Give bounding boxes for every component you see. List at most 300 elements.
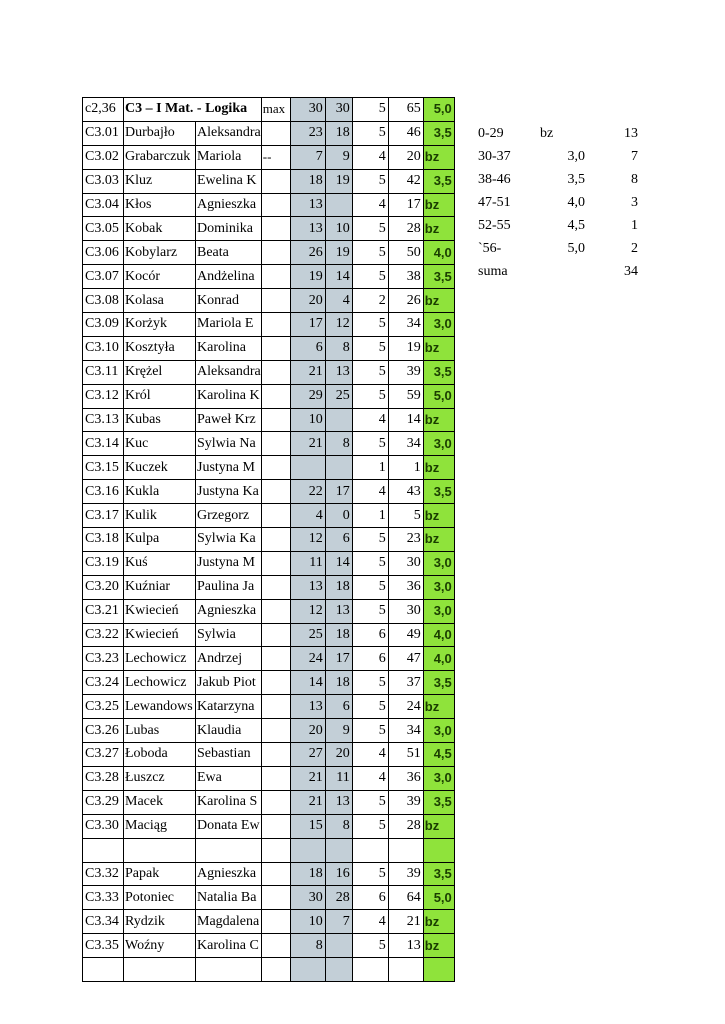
student-first-name-cell: Karolina <box>196 336 262 360</box>
student-code-cell <box>83 838 124 862</box>
student-surname-cell: Kłos <box>124 193 196 217</box>
student-extra-cell <box>261 934 290 958</box>
student-code-cell: C3.35 <box>83 934 124 958</box>
score-2-cell <box>325 193 352 217</box>
table-row <box>83 408 455 432</box>
summary-range: 30-37 <box>478 149 511 164</box>
grade-cell: bz <box>423 814 454 838</box>
score-total-cell: 14 <box>388 408 423 432</box>
student-surname-cell: Kulik <box>124 504 196 528</box>
score-1-cell: 4 <box>290 504 325 528</box>
student-code-cell: C3.12 <box>83 384 124 408</box>
student-first-name-cell: Beata <box>196 241 262 265</box>
student-first-name-cell: Paulina Ja <box>196 575 262 599</box>
summary-range: 47-51 <box>478 195 511 210</box>
table-row <box>83 551 455 575</box>
score-total-cell: 51 <box>388 743 423 767</box>
student-extra-cell <box>261 551 290 575</box>
score-3-cell: 4 <box>352 408 388 432</box>
student-extra-cell <box>261 336 290 360</box>
grade-cell: 3,0 <box>423 719 454 743</box>
student-code-cell: C3.23 <box>83 647 124 671</box>
table-row <box>83 289 455 313</box>
score-3-cell: 5 <box>352 241 388 265</box>
score-3-cell: 5 <box>352 528 388 552</box>
student-first-name-cell: Mariola <box>196 145 262 169</box>
score-2-cell: 13 <box>325 599 352 623</box>
student-surname-cell: Lechowicz <box>124 647 196 671</box>
student-first-name-cell: Jakub Piot <box>196 671 262 695</box>
student-extra-cell <box>261 289 290 313</box>
score-2-cell: 13 <box>325 360 352 384</box>
score-2-cell: 18 <box>325 575 352 599</box>
score-1-cell: 29 <box>290 384 325 408</box>
table-row <box>83 910 455 934</box>
score-1-cell: 15 <box>290 814 325 838</box>
student-first-name-cell: Mariola E <box>196 313 262 337</box>
grade-cell: bz <box>423 217 454 241</box>
student-surname-cell: Łoboda <box>124 743 196 767</box>
student-code-cell: C3.30 <box>83 814 124 838</box>
score-1-cell: 12 <box>290 528 325 552</box>
score-3-cell: 4 <box>352 193 388 217</box>
score-3-cell: 4 <box>352 766 388 790</box>
grade-cell: 3,5 <box>423 121 454 145</box>
score-total-cell: 30 <box>388 599 423 623</box>
score-2-cell: 4 <box>325 289 352 313</box>
header-max-col3: 5 <box>352 98 388 122</box>
table-row <box>83 766 455 790</box>
summary-range: suma <box>478 264 508 279</box>
grade-cell <box>423 958 454 982</box>
student-code-cell: C3.28 <box>83 766 124 790</box>
score-1-cell: 14 <box>290 671 325 695</box>
score-3-cell: 5 <box>352 265 388 289</box>
score-total-cell: 24 <box>388 695 423 719</box>
student-surname-cell: Korżyk <box>124 313 196 337</box>
grade-cell: 4,5 <box>423 743 454 767</box>
student-first-name-cell: Dominika <box>196 217 262 241</box>
student-extra-cell <box>261 695 290 719</box>
student-code-cell: C3.10 <box>83 336 124 360</box>
student-extra-cell <box>261 169 290 193</box>
score-1-cell: 8 <box>290 934 325 958</box>
student-first-name-cell: Sebastian <box>196 743 262 767</box>
score-2-cell: 6 <box>325 528 352 552</box>
student-surname-cell: Lubas <box>124 719 196 743</box>
student-code-cell: C3.33 <box>83 886 124 910</box>
score-1-cell: 7 <box>290 145 325 169</box>
grade-cell: bz <box>423 408 454 432</box>
student-code-cell: C3.34 <box>83 910 124 934</box>
score-3-cell: 6 <box>352 886 388 910</box>
student-extra-cell <box>261 599 290 623</box>
score-2-cell: 7 <box>325 910 352 934</box>
summary-count: 8 <box>631 172 638 187</box>
student-first-name-cell: Agnieszka <box>196 599 262 623</box>
student-surname-cell: Kulpa <box>124 528 196 552</box>
score-total-cell: 5 <box>388 504 423 528</box>
grade-cell: 3,0 <box>423 766 454 790</box>
summary-row <box>478 168 638 191</box>
score-total-cell: 34 <box>388 432 423 456</box>
student-surname-cell: Łuszcz <box>124 766 196 790</box>
student-surname-cell: Kubas <box>124 408 196 432</box>
summary-row <box>478 237 638 260</box>
student-extra-cell <box>261 647 290 671</box>
student-surname-cell: Kobylarz <box>124 241 196 265</box>
student-code-cell: C3.20 <box>83 575 124 599</box>
score-total-cell: 42 <box>388 169 423 193</box>
table-row <box>83 743 455 767</box>
score-1-cell: 27 <box>290 743 325 767</box>
student-surname-cell: Kukla <box>124 480 196 504</box>
summary-count: 34 <box>624 264 638 279</box>
score-1-cell: 30 <box>290 886 325 910</box>
score-3-cell: 4 <box>352 480 388 504</box>
table-row <box>83 265 455 289</box>
score-3-cell: 5 <box>352 599 388 623</box>
grade-cell: bz <box>423 456 454 480</box>
score-1-cell: 20 <box>290 719 325 743</box>
student-first-name-cell: Katarzyna <box>196 695 262 719</box>
grade-cell: 3,5 <box>423 671 454 695</box>
student-extra-cell <box>261 838 290 862</box>
score-total-cell: 39 <box>388 862 423 886</box>
score-2-cell: 17 <box>325 647 352 671</box>
student-first-name-cell: Andrzej <box>196 647 262 671</box>
header-max-total: 65 <box>388 98 423 122</box>
table-row <box>83 193 455 217</box>
score-total-cell: 46 <box>388 121 423 145</box>
score-3-cell: 5 <box>352 169 388 193</box>
header-max-col1: 30 <box>290 98 325 122</box>
summary-grade <box>540 260 585 283</box>
student-first-name-cell: Paweł Krz <box>196 408 262 432</box>
grade-cell: 3,0 <box>423 313 454 337</box>
student-first-name-cell: Agnieszka <box>196 193 262 217</box>
score-total-cell <box>388 838 423 862</box>
score-3-cell: 4 <box>352 910 388 934</box>
student-first-name-cell: Sylwia Ka <box>196 528 262 552</box>
student-extra-cell <box>261 766 290 790</box>
student-code-cell: C3.06 <box>83 241 124 265</box>
score-total-cell: 23 <box>388 528 423 552</box>
student-code-cell: C3.01 <box>83 121 124 145</box>
student-surname-cell: Król <box>124 384 196 408</box>
student-first-name-cell: Justyna M <box>196 551 262 575</box>
score-total-cell <box>388 958 423 982</box>
student-first-name-cell: Aleksandra <box>196 121 262 145</box>
score-total-cell: 28 <box>388 814 423 838</box>
score-total-cell: 39 <box>388 360 423 384</box>
table-row <box>83 838 455 862</box>
student-code-cell: C3.21 <box>83 599 124 623</box>
grade-cell: bz <box>423 528 454 552</box>
score-3-cell: 5 <box>352 217 388 241</box>
score-total-cell: 34 <box>388 719 423 743</box>
student-extra-cell <box>261 910 290 934</box>
grade-cell: 5,0 <box>423 886 454 910</box>
student-code-cell: C3.15 <box>83 456 124 480</box>
score-2-cell: 13 <box>325 790 352 814</box>
table-row <box>83 886 455 910</box>
student-first-name-cell: Ewa <box>196 766 262 790</box>
student-extra-cell <box>261 384 290 408</box>
score-2-cell: 14 <box>325 265 352 289</box>
student-code-cell: C3.24 <box>83 671 124 695</box>
grade-cell: bz <box>423 289 454 313</box>
student-extra-cell: -- <box>261 145 290 169</box>
header-title: C3 – I Mat. - Logika <box>124 98 262 122</box>
score-1-cell: 13 <box>290 217 325 241</box>
student-code-cell: C3.11 <box>83 360 124 384</box>
score-2-cell: 8 <box>325 814 352 838</box>
student-surname-cell: Krężel <box>124 360 196 384</box>
score-total-cell: 39 <box>388 790 423 814</box>
score-total-cell: 43 <box>388 480 423 504</box>
summary-range: 0-29 <box>478 126 504 141</box>
student-first-name-cell: Karolina C <box>196 934 262 958</box>
student-code-cell: C3.04 <box>83 193 124 217</box>
student-code-cell: C3.29 <box>83 790 124 814</box>
table-row <box>83 480 455 504</box>
score-3-cell: 5 <box>352 790 388 814</box>
student-extra-cell <box>261 121 290 145</box>
score-2-cell: 0 <box>325 504 352 528</box>
score-2-cell: 18 <box>325 121 352 145</box>
student-extra-cell <box>261 814 290 838</box>
grade-cell: bz <box>423 336 454 360</box>
score-2-cell: 6 <box>325 695 352 719</box>
header-max-grade: 5,0 <box>423 98 454 122</box>
student-surname-cell: Kuczek <box>124 456 196 480</box>
student-extra-cell <box>261 480 290 504</box>
student-extra-cell <box>261 671 290 695</box>
header-max-col2: 30 <box>325 98 352 122</box>
summary-range: 38-46 <box>478 172 511 187</box>
score-2-cell <box>325 456 352 480</box>
score-total-cell: 49 <box>388 623 423 647</box>
student-surname-cell: Papak <box>124 862 196 886</box>
summary-count: 1 <box>631 218 638 233</box>
score-2-cell <box>325 958 352 982</box>
score-total-cell: 26 <box>388 289 423 313</box>
score-3-cell: 5 <box>352 862 388 886</box>
student-surname-cell: Kuś <box>124 551 196 575</box>
summary-range: 52-55 <box>478 218 511 233</box>
student-first-name-cell: Andżelina <box>196 265 262 289</box>
score-total-cell: 50 <box>388 241 423 265</box>
grade-cell: bz <box>423 695 454 719</box>
student-extra-cell <box>261 504 290 528</box>
table-row <box>83 121 455 145</box>
student-extra-cell <box>261 719 290 743</box>
grade-cell: bz <box>423 145 454 169</box>
student-extra-cell <box>261 958 290 982</box>
student-surname-cell: Kuc <box>124 432 196 456</box>
table-row <box>83 671 455 695</box>
table-row <box>83 313 455 337</box>
summary-count: 2 <box>631 241 638 256</box>
student-code-cell: C3.19 <box>83 551 124 575</box>
score-total-cell: 17 <box>388 193 423 217</box>
score-total-cell: 36 <box>388 575 423 599</box>
table-row <box>83 647 455 671</box>
student-first-name-cell: Konrad <box>196 289 262 313</box>
score-2-cell: 19 <box>325 169 352 193</box>
summary-grade: 3,0 <box>567 149 585 164</box>
student-extra-cell <box>261 193 290 217</box>
score-2-cell: 8 <box>325 336 352 360</box>
student-extra-cell <box>261 313 290 337</box>
grade-cell: 3,0 <box>423 551 454 575</box>
table-row <box>83 504 455 528</box>
score-3-cell: 6 <box>352 647 388 671</box>
summary-count: 13 <box>624 126 638 141</box>
student-first-name-cell: Justyna Ka <box>196 480 262 504</box>
student-surname-cell <box>124 838 196 862</box>
score-1-cell: 17 <box>290 313 325 337</box>
header-max-label: max <box>261 98 290 122</box>
score-2-cell: 18 <box>325 623 352 647</box>
score-1-cell: 11 <box>290 551 325 575</box>
score-2-cell <box>325 838 352 862</box>
score-1-cell: 24 <box>290 647 325 671</box>
score-total-cell: 64 <box>388 886 423 910</box>
grade-cell: bz <box>423 910 454 934</box>
student-extra-cell <box>261 743 290 767</box>
student-code-cell: C3.27 <box>83 743 124 767</box>
score-1-cell: 25 <box>290 623 325 647</box>
student-first-name-cell: Justyna M <box>196 456 262 480</box>
grades-table <box>82 97 455 982</box>
summary-grade: bz <box>540 126 554 141</box>
score-1-cell: 23 <box>290 121 325 145</box>
score-total-cell: 28 <box>388 217 423 241</box>
student-first-name-cell <box>196 838 262 862</box>
score-2-cell: 10 <box>325 217 352 241</box>
grade-cell: 3,5 <box>423 265 454 289</box>
score-2-cell: 9 <box>325 719 352 743</box>
score-3-cell: 5 <box>352 313 388 337</box>
table-row <box>83 623 455 647</box>
student-surname-cell: Lewandows <box>124 695 196 719</box>
table-row <box>83 432 455 456</box>
student-first-name-cell: Natalia Ba <box>196 886 262 910</box>
student-surname-cell: Macek <box>124 790 196 814</box>
score-1-cell: 12 <box>290 599 325 623</box>
score-1-cell: 19 <box>290 265 325 289</box>
student-code-cell: C3.13 <box>83 408 124 432</box>
student-surname-cell: Lechowicz <box>124 671 196 695</box>
score-2-cell: 19 <box>325 241 352 265</box>
grade-cell: 4,0 <box>423 647 454 671</box>
student-first-name-cell: Sylwia <box>196 623 262 647</box>
student-surname-cell: Kolasa <box>124 289 196 313</box>
table-row <box>83 360 455 384</box>
score-3-cell: 5 <box>352 360 388 384</box>
grade-cell: 5,0 <box>423 384 454 408</box>
student-extra-cell <box>261 790 290 814</box>
score-3-cell: 5 <box>352 814 388 838</box>
score-2-cell <box>325 934 352 958</box>
score-3-cell: 5 <box>352 719 388 743</box>
student-surname-cell: Potoniec <box>124 886 196 910</box>
table-row <box>83 814 455 838</box>
student-code-cell: C3.14 <box>83 432 124 456</box>
table-row <box>83 862 455 886</box>
score-total-cell: 34 <box>388 313 423 337</box>
student-extra-cell <box>261 862 290 886</box>
student-extra-cell <box>261 217 290 241</box>
score-total-cell: 21 <box>388 910 423 934</box>
score-3-cell: 5 <box>352 671 388 695</box>
table-row <box>83 934 455 958</box>
score-2-cell: 9 <box>325 145 352 169</box>
score-3-cell: 2 <box>352 289 388 313</box>
student-first-name-cell: Karolina K <box>196 384 262 408</box>
grade-cell: 3,5 <box>423 862 454 886</box>
summary-row <box>478 145 638 168</box>
score-2-cell: 12 <box>325 313 352 337</box>
grade-cell: bz <box>423 504 454 528</box>
student-code-cell <box>83 958 124 982</box>
student-surname-cell: Grabarczuk <box>124 145 196 169</box>
score-total-cell: 20 <box>388 145 423 169</box>
score-3-cell: 5 <box>352 551 388 575</box>
score-1-cell: 21 <box>290 432 325 456</box>
score-total-cell: 59 <box>388 384 423 408</box>
grade-summary-table <box>478 122 638 283</box>
table-row <box>83 528 455 552</box>
table-row <box>83 790 455 814</box>
score-3-cell: 5 <box>352 432 388 456</box>
score-3-cell: 5 <box>352 121 388 145</box>
student-code-cell: C3.08 <box>83 289 124 313</box>
student-extra-cell <box>261 360 290 384</box>
summary-row <box>478 260 638 283</box>
score-3-cell <box>352 958 388 982</box>
score-1-cell: 10 <box>290 910 325 934</box>
student-first-name-cell: Magdalena <box>196 910 262 934</box>
student-code-cell: C3.18 <box>83 528 124 552</box>
table-row <box>83 695 455 719</box>
student-code-cell: C3.09 <box>83 313 124 337</box>
score-3-cell: 1 <box>352 504 388 528</box>
score-1-cell: 18 <box>290 169 325 193</box>
score-3-cell: 5 <box>352 575 388 599</box>
student-surname-cell: Durbajło <box>124 121 196 145</box>
score-1-cell: 6 <box>290 336 325 360</box>
score-1-cell: 13 <box>290 193 325 217</box>
score-2-cell: 28 <box>325 886 352 910</box>
summary-grade: 4,0 <box>567 195 585 210</box>
score-total-cell: 19 <box>388 336 423 360</box>
table-row <box>83 599 455 623</box>
student-extra-cell <box>261 623 290 647</box>
student-first-name-cell: Ewelina K <box>196 169 262 193</box>
score-1-cell: 13 <box>290 695 325 719</box>
student-extra-cell <box>261 432 290 456</box>
grade-cell: 3,5 <box>423 169 454 193</box>
student-extra-cell <box>261 408 290 432</box>
table-row <box>83 169 455 193</box>
student-first-name-cell: Aleksandra <box>196 360 262 384</box>
summary-count: 3 <box>631 195 638 210</box>
table-row <box>83 217 455 241</box>
header-row <box>83 98 455 122</box>
